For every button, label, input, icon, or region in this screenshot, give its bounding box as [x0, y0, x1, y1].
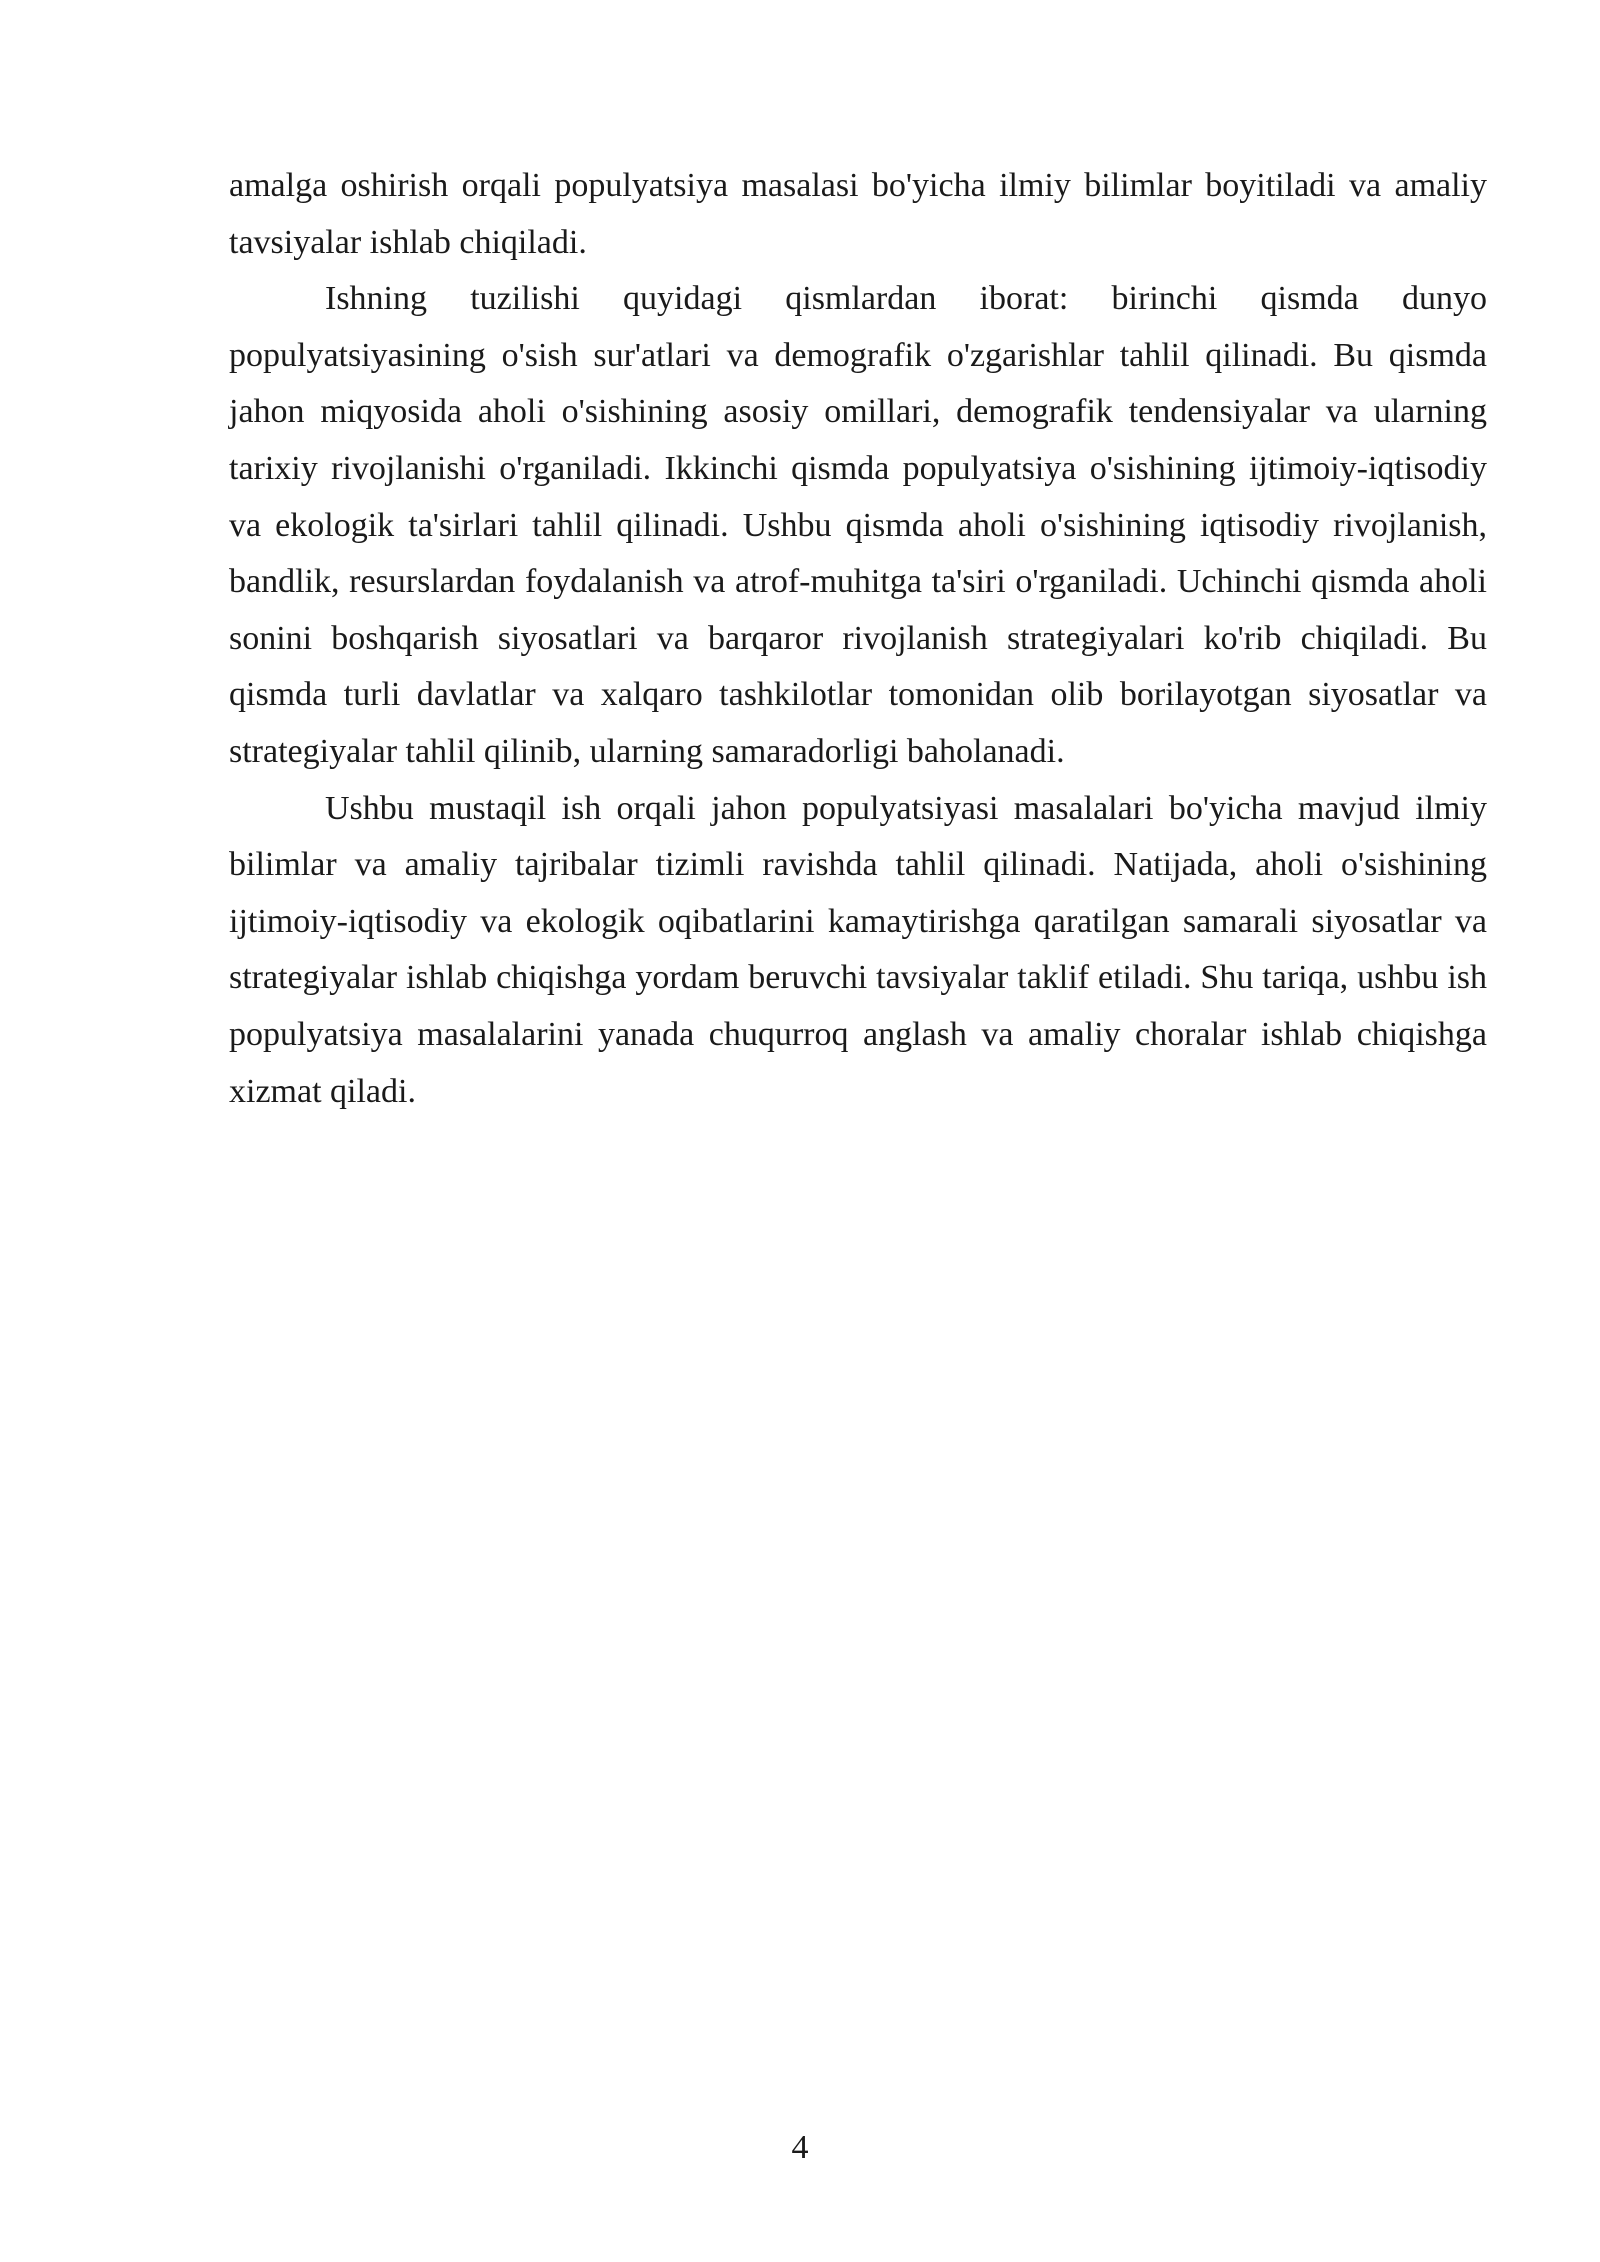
- paragraph-3: Ushbu mustaqil ish orqali jahon populyatsiyasi masalalari bo'yicha mavjud ilmiy bilimlar va amaliy tajribalar tizimli ravishda tahlil qilinadi. Natijada, aholi o'sishining ijtimoiy-iqtisodiy va ekologik oqibatlarini kamaytirishga qaratilgan samarali siyosatlar va strategiyalar ishlab chiqishga yordam beruvchi tavsiyalar taklif etiladi. Shu tariqa, ushbu ish populyatsiya masalalarini yanada chuqurroq anglash va amaliy choralar ishlab chiqishga xizmat qiladi.: [229, 789, 1487, 1110]
- paragraph-2: Ishning tuzilishi quyidagi qismlardan iborat: birinchi qismda dunyo populyatsiyasining o'sish sur'atlari va demografik o'zgarishlar tahlil qilinadi. Bu qismda jahon miqyosida aholi o'sishining asosiy omillari, demografik tendensiyalar va ularning tarixiy rivojlanishi o'rganiladi. Ikkinchi qismda populyatsiya o'sishining ijtimoiy-iqtisodiy va ekologik ta'sirlari tahlil qilinadi. Ushbu qismda aholi o'sishining iqtisodiy rivojlanish, bandlik, resurslardan foydalanish va atrof-muhitga ta'siri o'rganiladi. Uchinchi qismda aholi sonini boshqarish siyosatlari va barqaror rivojlanish strategiyalari ko'rib chiqiladi. Bu qismda turli davlatlar va xalqaro tashkilotlar tomonidan olib borilayotgan siyosatlar va strategiyalar tahlil qilinib, ularning samaradorligi baholanadi.: [229, 280, 1487, 770]
- body-text: [229, 158, 1487, 1120]
- page-number: 4: [791, 2129, 809, 2166]
- paragraph-1: amalga oshirish orqali populyatsiya masalasi bo'yicha ilmiy bilimlar boyitiladi va amaliy tavsiyalar ishlab chiqiladi.: [229, 167, 1487, 261]
